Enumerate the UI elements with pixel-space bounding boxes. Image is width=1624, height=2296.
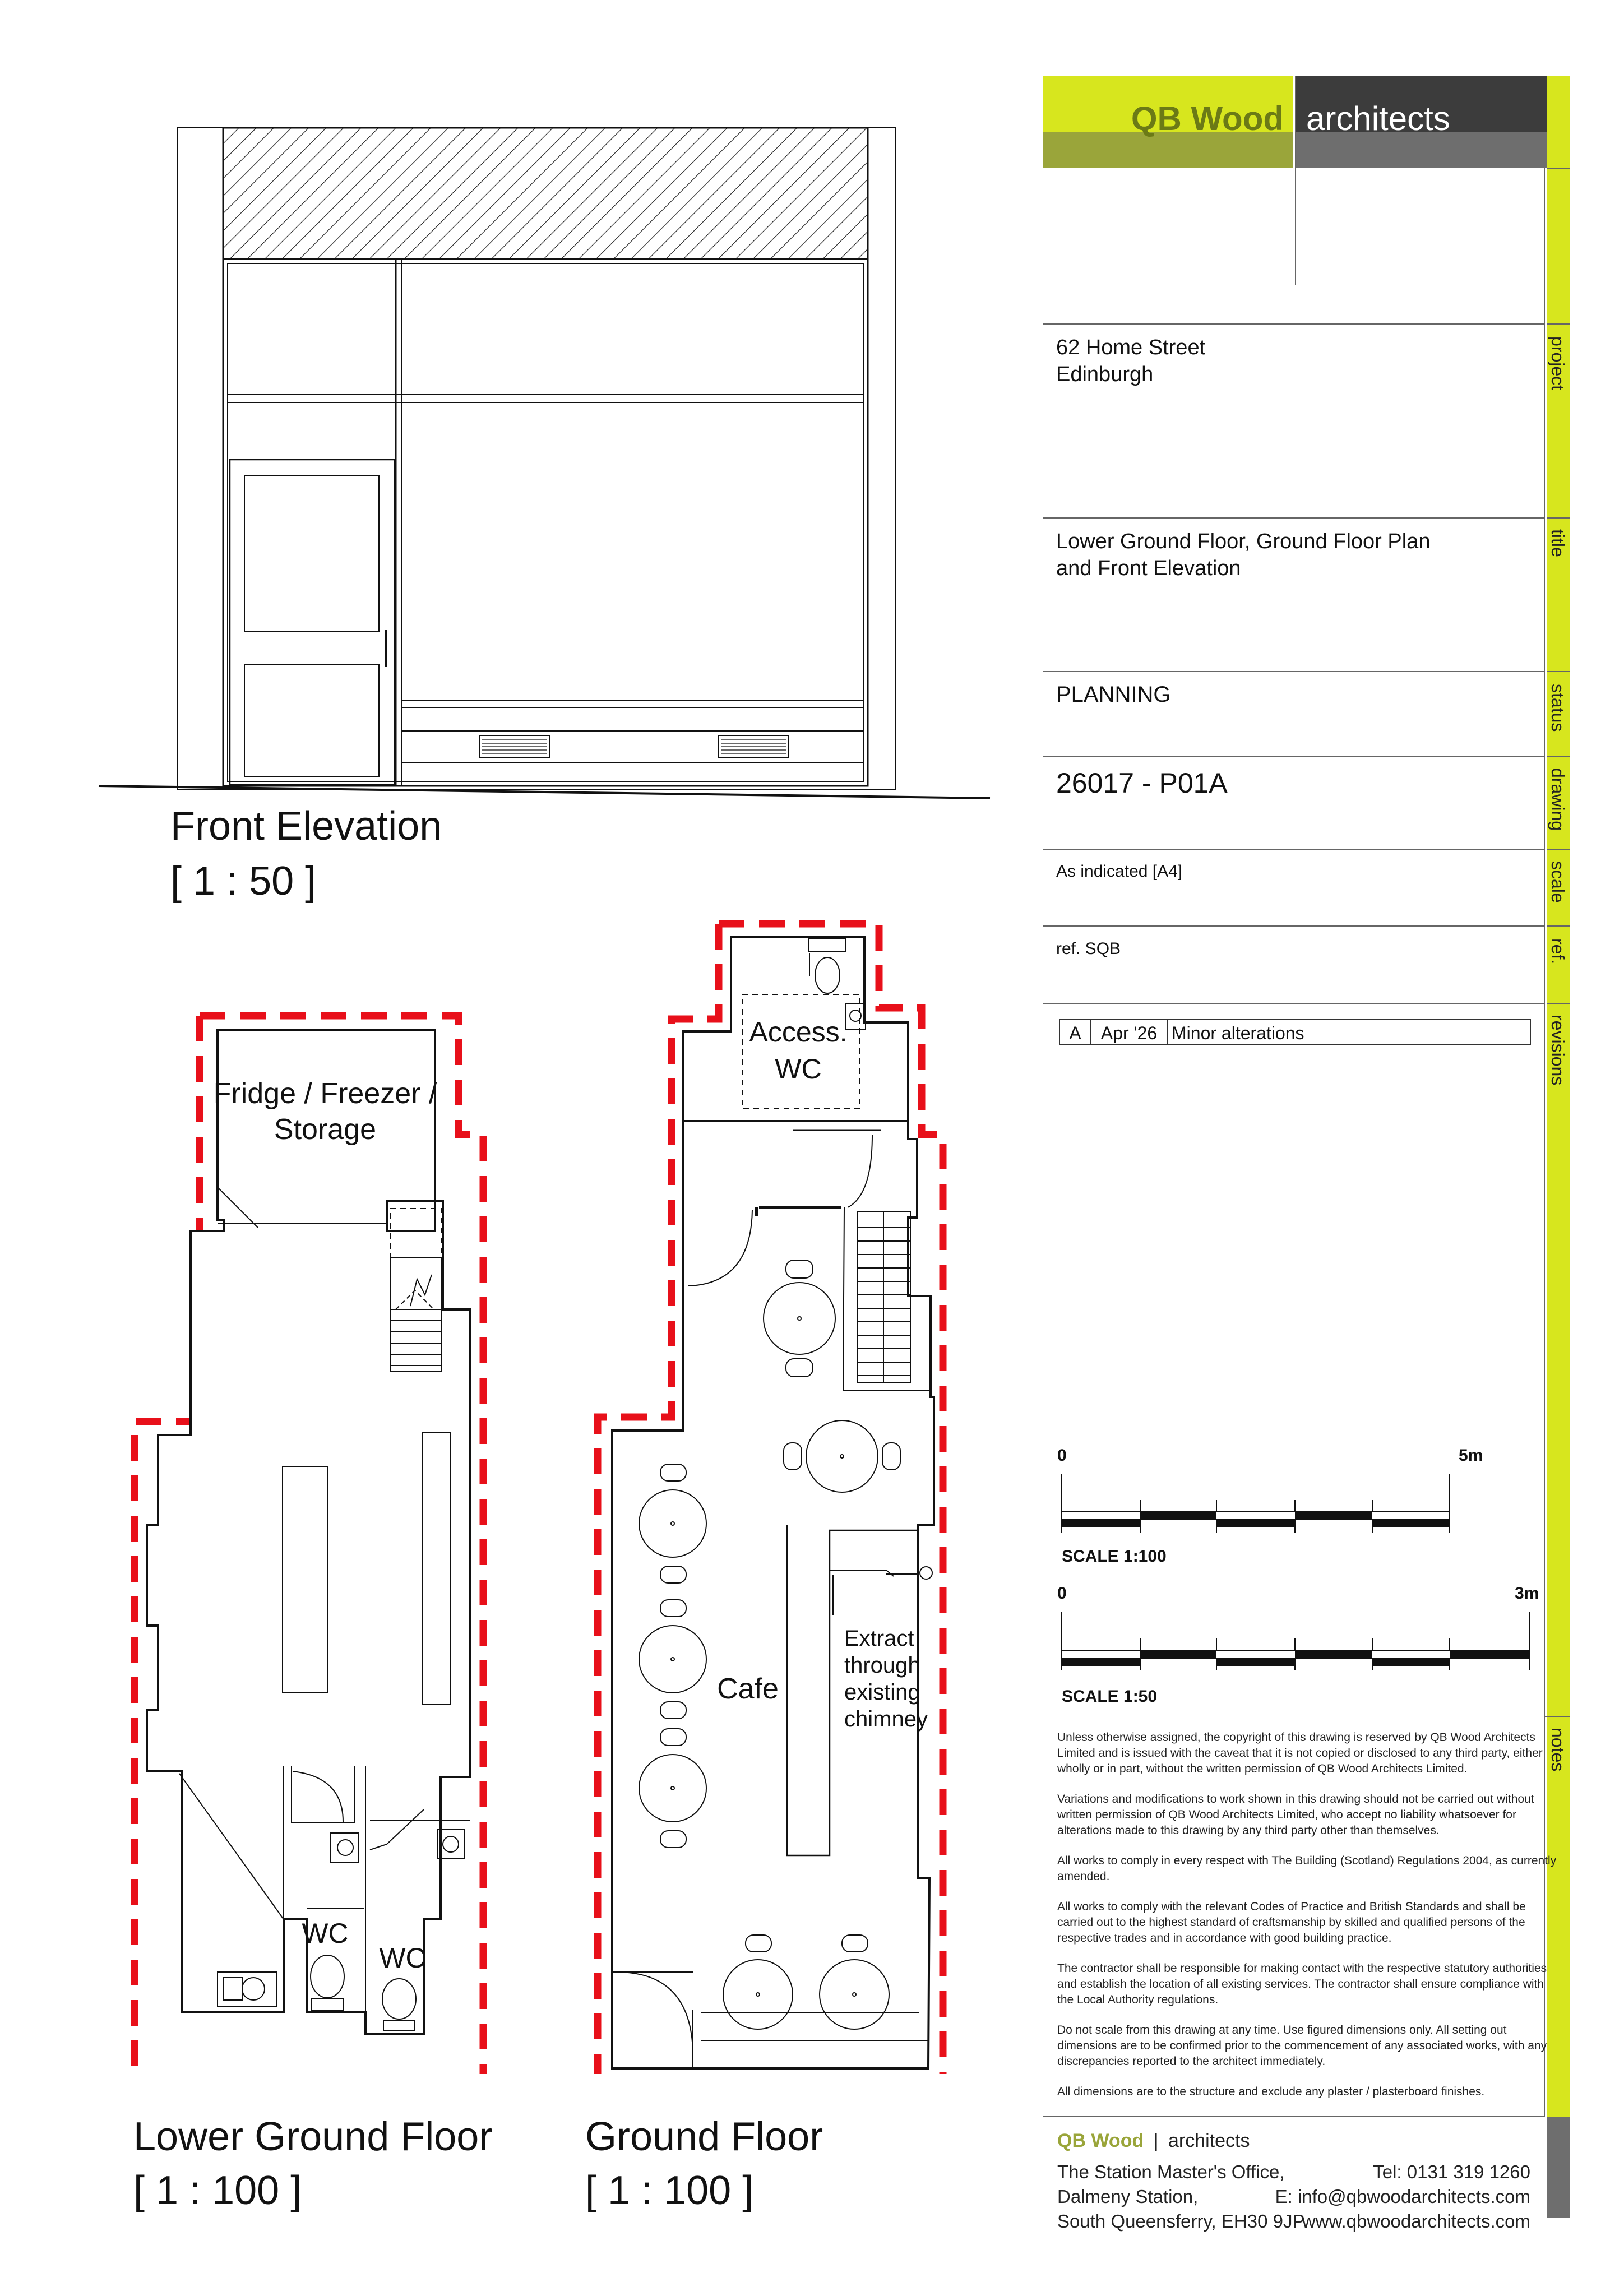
footer-address-line-1: The Station Master's Office, <box>1057 2161 1285 2182</box>
ground-floor-walls <box>612 937 934 2068</box>
lower-ground-floor-plan <box>135 1016 483 2074</box>
scale-bar-50-end: 3m <box>1515 1584 1539 1603</box>
note-line: All works to comply in every respect with The Building (Scotland) Regulations 2004, as currently <box>1057 1854 1557 1867</box>
project-line-1: 62 Home Street <box>1056 336 1206 359</box>
lower-ground-walls <box>147 1030 470 2034</box>
ground-floor-scale: [ 1 : 100 ] <box>585 2168 754 2213</box>
brand-olive-band <box>1043 132 1293 168</box>
note-line: All dimensions are to the structure and exclude any plaster / plasterboard finishes. <box>1057 2085 1485 2098</box>
revision-row <box>1059 1019 1530 1045</box>
front-elevation-label: Front Elevation <box>170 804 442 849</box>
footer-brand-name: QB Wood <box>1057 2130 1144 2151</box>
cafe-label: Cafe <box>717 1673 779 1705</box>
front-elevation <box>99 128 990 798</box>
footer-brand-separator: | <box>1153 2130 1159 2151</box>
status-value: PLANNING <box>1056 682 1171 707</box>
title-block <box>1043 76 1570 2232</box>
side-label-ref: ref. <box>1548 938 1568 965</box>
note-line: respective trades and in accordance with good building practice. <box>1057 1932 1392 1945</box>
scale-bar-50-start: 0 <box>1057 1584 1067 1603</box>
wc1-label: WC <box>302 1918 349 1949</box>
note-line: wholly or in part, without the written permission of QB Wood Architects Limited. <box>1057 1762 1468 1775</box>
note-line: The contractor shall be responsible for making contact with the respective statutory authorities <box>1057 1962 1547 1975</box>
front-elevation-scale: [ 1 : 50 ] <box>170 859 317 904</box>
footer-website: www.qbwoodarchitects.com <box>1302 2211 1530 2232</box>
drawing-number: 26017 - P01A <box>1056 767 1228 799</box>
side-label-drawing: drawing <box>1548 768 1568 831</box>
title-line-1: Lower Ground Floor, Ground Floor Plan <box>1056 530 1431 553</box>
fascia-hatch <box>223 128 868 259</box>
scale-bar-100-caption: SCALE 1:100 <box>1062 1547 1167 1566</box>
side-label-revisions: revisions <box>1548 1015 1568 1086</box>
side-label-notes: notes <box>1548 1728 1568 1772</box>
revision-description: Minor alterations <box>1172 1023 1304 1043</box>
storage-room-label-1: Fridge / Freezer / <box>213 1077 437 1110</box>
note-line: and establish the location of all existing services. The contractor shall ensure compliance with <box>1057 1978 1544 1991</box>
scale-bar-50-caption: SCALE 1:50 <box>1062 1687 1158 1706</box>
side-label-status: status <box>1548 684 1568 732</box>
scale-value: As indicated [A4] <box>1056 862 1183 881</box>
access-wc-label-2: WC <box>775 1053 822 1085</box>
ground-line <box>99 786 990 798</box>
entrance-door <box>230 460 395 785</box>
footer-telephone: Tel: 0131 319 1260 <box>1373 2161 1530 2182</box>
title-line-2: and Front Elevation <box>1056 557 1241 580</box>
scale-bar-100-end: 5m <box>1459 1446 1483 1465</box>
note-line: alterations made to this drawing by any third party other than themselves. <box>1057 1824 1440 1837</box>
extract-note-4: chimney <box>844 1707 928 1732</box>
revision-date: Apr '26 <box>1100 1023 1158 1043</box>
storage-room-label-2: Storage <box>274 1113 377 1146</box>
wc2-label: WC <box>379 1942 426 1974</box>
note-line: the Local Authority regulations. <box>1057 1993 1219 2006</box>
revision-letter: A <box>1069 1023 1081 1043</box>
ground-floor-label: Ground Floor <box>585 2114 823 2159</box>
side-grey-strip <box>1547 2117 1570 2218</box>
scale-bar-100-start: 0 <box>1057 1446 1067 1465</box>
scale-bar-1-50 <box>1057 1584 1539 1706</box>
ground-floor-plan <box>598 924 943 2074</box>
footer-brand <box>1057 2130 1250 2151</box>
note-line: Unless otherwise assigned, the copyright of this drawing is reserved by QB Wood Architects <box>1057 1731 1535 1744</box>
note-line: amended. <box>1057 1870 1110 1883</box>
scale-bar-1-100 <box>1057 1446 1483 1566</box>
footer-brand-suffix: architects <box>1168 2130 1250 2151</box>
note-line: Limited and is issued with the caveat that it is not copied or disclosed to any third party, either <box>1057 1747 1543 1760</box>
extract-note-3: existing <box>844 1680 920 1705</box>
lower-ground-floor-scale: [ 1 : 100 ] <box>133 2168 302 2213</box>
note-line: carried out to the highest standard of craftsmanship by skilled and qualified persons of the <box>1057 1916 1525 1929</box>
brand-suffix: architects <box>1306 100 1450 137</box>
note-line: Do not scale from this drawing at any time. Use figured dimensions only. All setting out <box>1057 2024 1507 2036</box>
footer-email: E: info@qbwoodarchitects.com <box>1275 2186 1530 2207</box>
note-line: dimensions are to be confirmed prior to the commencement of any associated works, with any <box>1057 2039 1547 2052</box>
note-line: All works to comply with the relevant Codes of Practice and British Standards and shall be <box>1057 1900 1526 1913</box>
lower-ground-floor-label: Lower Ground Floor <box>133 2114 493 2159</box>
access-wc-label-1: Access. <box>749 1016 848 1048</box>
footer-address-line-3: South Queensferry, EH30 9JP <box>1057 2211 1305 2232</box>
extract-note-2: through <box>844 1653 920 1678</box>
note-line: Variations and modifications to work shown in this drawing should not be carried out without <box>1057 1793 1534 1806</box>
notes-block <box>1057 1731 1557 2098</box>
note-line: written permission of QB Wood Architects Limited, who accept no liability whatsoever for <box>1057 1808 1516 1821</box>
footer-address-line-2: Dalmeny Station, <box>1057 2186 1199 2207</box>
brand-name: QB Wood <box>1131 100 1284 137</box>
brand-grey-band <box>1296 132 1547 168</box>
side-label-scale: scale <box>1548 861 1568 903</box>
ref-value: ref. SQB <box>1056 939 1121 958</box>
project-line-2: Edinburgh <box>1056 363 1154 386</box>
side-label-title: title <box>1548 529 1568 557</box>
side-label-project: project <box>1548 336 1568 391</box>
note-line: discrepancies reported to the architect immediately. <box>1057 2055 1326 2068</box>
extract-note-1: Extract <box>844 1626 914 1651</box>
